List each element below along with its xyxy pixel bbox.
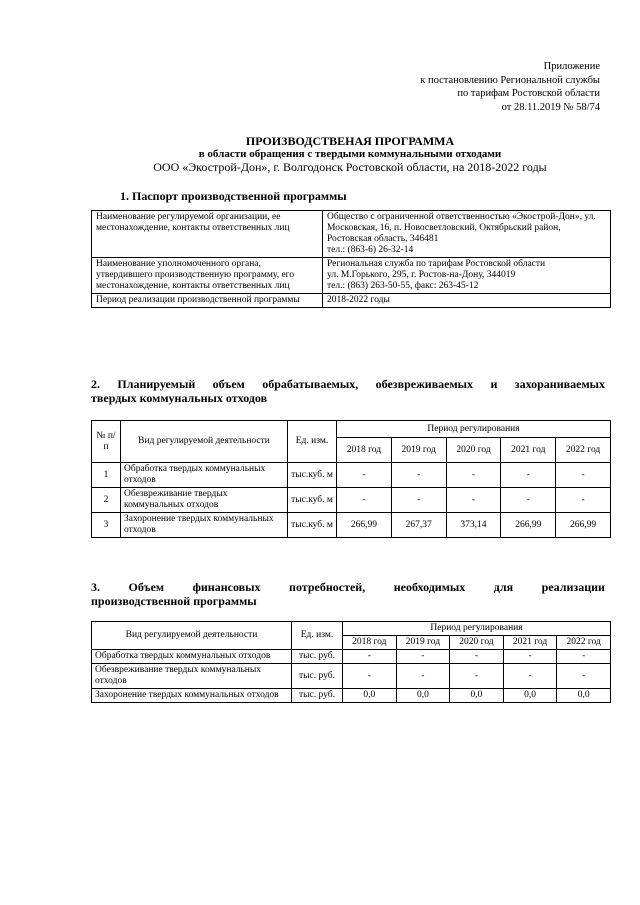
table-row: [92, 258, 611, 294]
row-value: -: [391, 463, 446, 488]
heading-word: финансовых: [192, 580, 261, 594]
row-value: -: [503, 650, 557, 664]
row-value: -: [450, 650, 504, 664]
table-row: [92, 513, 611, 538]
col-header-period: Период регулирования: [337, 421, 611, 438]
passport-value-line: Общество с ограниченной ответственностью «Экострой-Дон», ул. Московская, 16, п. Новосветловский, Октябрьский район, Ростовская область, 346481: [327, 212, 596, 244]
col-header-year: 2018 год: [337, 438, 392, 463]
row-activity: Захоронение твердых коммунальных отходов: [121, 513, 288, 538]
title-organization: ООО «Экострой-Дон», г. Волгодонск Ростовской области, на 2018-2022 годы: [153, 160, 547, 174]
row-value: -: [501, 488, 556, 513]
col-header-year: 2022 год: [557, 636, 611, 650]
col-header-activity: Вид регулируемой деятельности: [92, 622, 292, 650]
row-unit: тыс. руб.: [292, 650, 343, 664]
row-value: 266,99: [501, 513, 556, 538]
passport-value: [323, 211, 611, 258]
col-header-year: 2021 год: [501, 438, 556, 463]
row-value: -: [391, 488, 446, 513]
passport-label: Наименование уполномоченного органа, утвердившего производственную программу, его местонахождение, контакты ответственных лиц: [92, 258, 323, 294]
table-header-row: [92, 421, 611, 438]
col-header-year: 2018 год: [343, 636, 397, 650]
col-header-year: 2019 год: [391, 438, 446, 463]
heading-word: необходимых: [393, 580, 466, 594]
document-title: [100, 135, 600, 174]
col-header-year: 2020 год: [446, 438, 501, 463]
table-row: [92, 650, 611, 664]
row-activity: Обработка твердых коммунальных отходов: [121, 463, 288, 488]
table-row: [92, 294, 611, 308]
row-unit: тыс.куб. м: [288, 463, 337, 488]
table-row: [92, 211, 611, 258]
table-header-row: [92, 622, 611, 636]
passport-value-line: 2018-2022 годы: [327, 295, 390, 305]
row-value: 0,0: [343, 689, 397, 703]
passport-value: [323, 258, 611, 294]
row-value: -: [337, 488, 392, 513]
passport-value-line: тел.: (863) 263-50-55, факс: 263-45-12: [327, 281, 479, 291]
passport-value: [323, 294, 611, 308]
col-header-period: Период регулирования: [343, 622, 611, 636]
row-activity: Обработка твердых коммунальных отходов: [92, 650, 292, 664]
row-num: 1: [92, 463, 121, 488]
row-value: -: [446, 488, 501, 513]
title-line: ПРОИЗВОДСТВЕНАЯ ПРОГРАММА: [245, 134, 455, 148]
finance-table: [91, 621, 611, 703]
row-value: -: [556, 488, 611, 513]
section2-heading: [91, 377, 605, 405]
col-header-year: 2019 год: [396, 636, 450, 650]
row-num: 3: [92, 513, 121, 538]
row-unit: тыс.куб. м: [288, 513, 337, 538]
row-value: -: [503, 664, 557, 689]
table-row: [92, 689, 611, 703]
row-value: -: [557, 650, 611, 664]
table-row: [92, 463, 611, 488]
section3-heading-line2: производственной программы: [91, 594, 257, 608]
row-activity: Обезвреживание твердых коммунальных отходов: [121, 488, 288, 513]
annex-line: Приложение: [543, 61, 600, 72]
passport-label: Период реализации производственной программы: [92, 294, 323, 308]
row-value: 266,99: [337, 513, 392, 538]
heading-word: реализации: [541, 580, 605, 594]
title-subline: в области обращения с твердыми коммунальными отходами: [198, 148, 502, 160]
row-value: -: [396, 664, 450, 689]
passport-value-line: Региональная служба по тарифам Ростовской области: [327, 259, 546, 269]
row-value: 373,14: [446, 513, 501, 538]
col-header-unit: Ед. изм.: [292, 622, 343, 650]
passport-value-line: ул. М.Горького, 295, г. Ростов-на-Дону, 344019: [327, 270, 516, 280]
row-unit: тыс. руб.: [292, 664, 343, 689]
row-value: 0,0: [557, 689, 611, 703]
annex-line: по тарифам Ростовской области: [457, 88, 600, 99]
col-header-unit: Ед. изм.: [288, 421, 337, 463]
section1-heading: 1. Паспорт производственной программы: [120, 189, 347, 203]
col-header-activity: Вид регулируемой деятельности: [121, 421, 288, 463]
col-header-year: 2020 год: [450, 636, 504, 650]
passport-label: Наименование регулируемой организации, ее местонахождение, контакты ответственных лиц: [92, 211, 323, 258]
heading-word: потребностей,: [289, 580, 366, 594]
section2-heading-line2: твердых коммунальных отходов: [91, 391, 268, 405]
row-num: 2: [92, 488, 121, 513]
section3-heading-line1: [91, 580, 605, 594]
row-value: -: [343, 664, 397, 689]
table-row: [92, 488, 611, 513]
row-value: 0,0: [396, 689, 450, 703]
row-value: 0,0: [503, 689, 557, 703]
row-activity: Захоронение твердых коммунальных отходов: [92, 689, 292, 703]
passport-table: [91, 210, 611, 308]
annex-line: к постановлению Региональной службы: [420, 74, 600, 86]
row-value: 266,99: [556, 513, 611, 538]
volume-table: [91, 420, 611, 538]
row-value: 0,0: [450, 689, 504, 703]
col-header-year: 2021 год: [503, 636, 557, 650]
row-value: -: [556, 463, 611, 488]
row-value: -: [450, 664, 504, 689]
col-header-year: 2022 год: [556, 438, 611, 463]
row-value: -: [337, 463, 392, 488]
row-value: -: [396, 650, 450, 664]
section3-heading: [91, 580, 605, 608]
row-value: -: [343, 650, 397, 664]
heading-word: Объем: [128, 580, 165, 594]
col-header-num: № п/п: [92, 421, 121, 463]
row-value: -: [557, 664, 611, 689]
row-activity: Обезвреживание твердых коммунальных отходов: [92, 664, 292, 689]
annex-line: от 28.11.2019 № 58/74: [501, 101, 600, 113]
row-unit: тыс. руб.: [292, 689, 343, 703]
row-unit: тыс.куб. м: [288, 488, 337, 513]
row-value: -: [501, 463, 556, 488]
row-value: 267,37: [391, 513, 446, 538]
table-row: [92, 664, 611, 689]
heading-word: 3.: [91, 580, 100, 594]
section2-heading-line1: 2. Планируемый объем обрабатываемых, обезвреживаемых и захораниваемых: [91, 377, 605, 391]
heading-word: для: [493, 580, 514, 594]
row-value: -: [446, 463, 501, 488]
annex-note: [420, 60, 600, 114]
passport-value-line: тел.: (863-6) 26-32-14: [327, 245, 414, 255]
